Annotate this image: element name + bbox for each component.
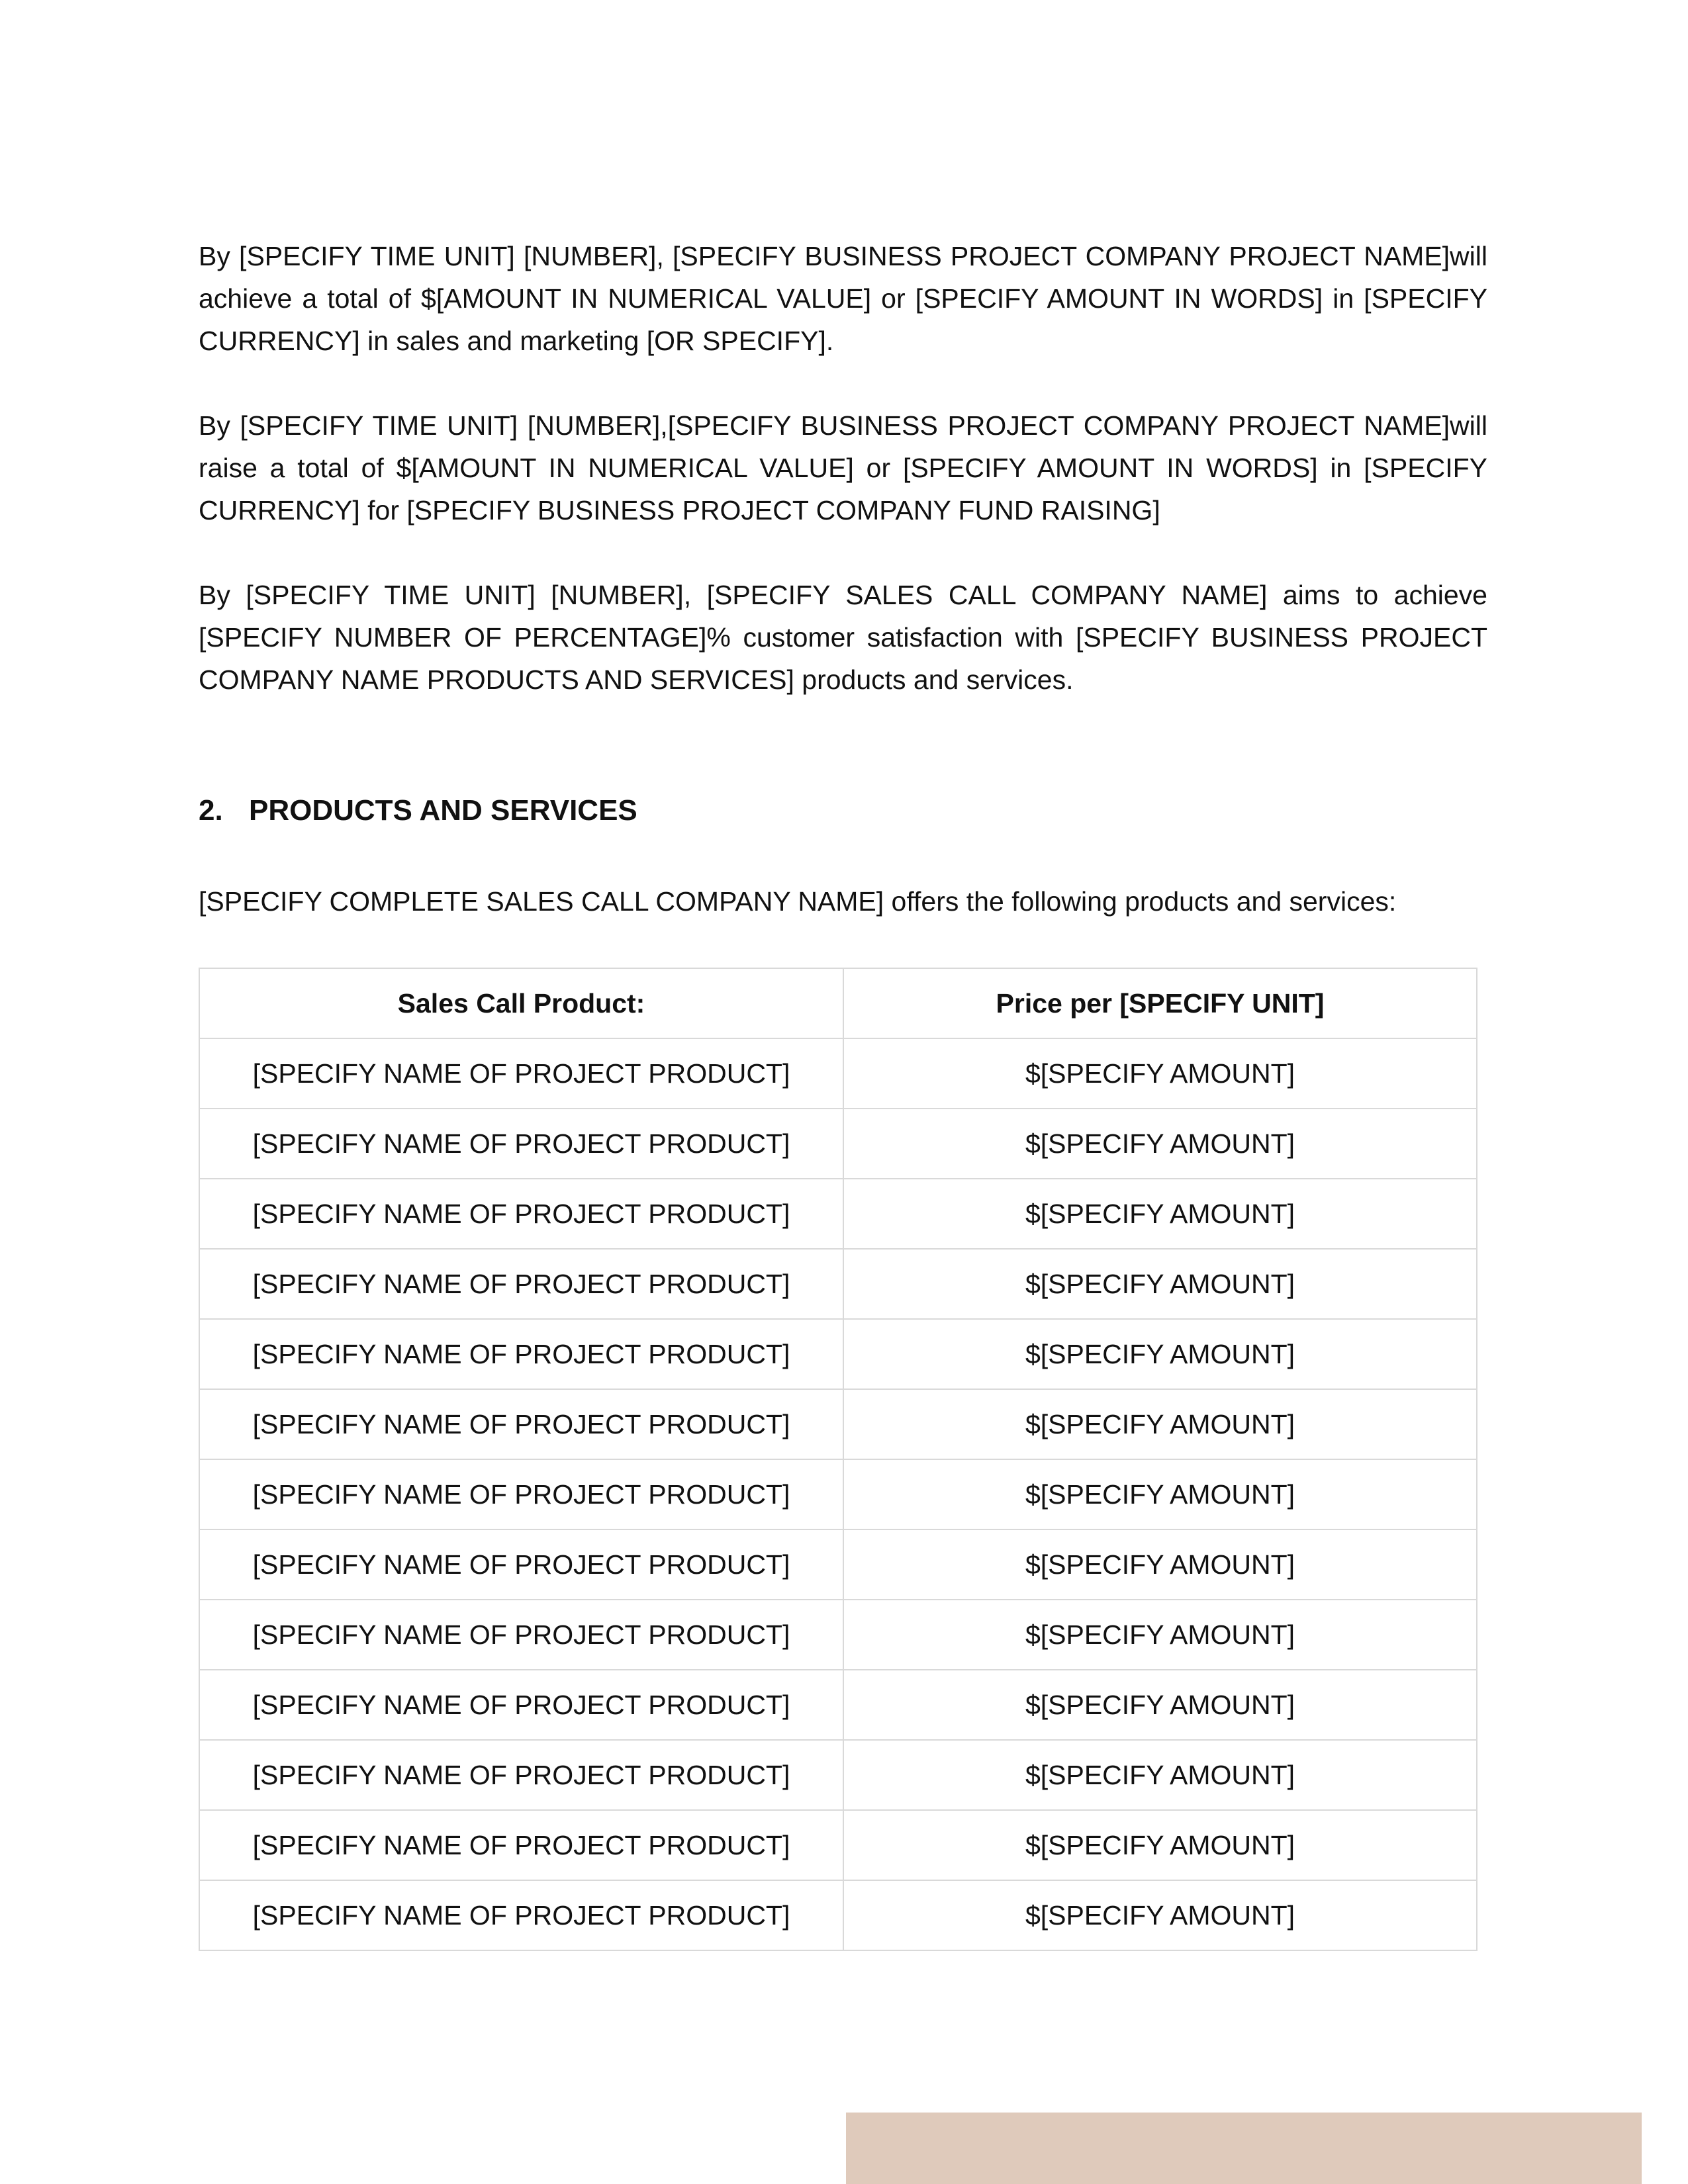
price-cell: $[SPECIFY AMOUNT]: [843, 1179, 1477, 1249]
table-row: [199, 1880, 1477, 1950]
price-cell: $[SPECIFY AMOUNT]: [843, 1109, 1477, 1179]
section-title: PRODUCTS AND SERVICES: [249, 794, 637, 827]
table-row: [199, 1038, 1477, 1109]
table-row: [199, 1459, 1477, 1529]
section-heading: [199, 794, 637, 827]
product-name-cell: [SPECIFY NAME OF PROJECT PRODUCT]: [199, 1249, 843, 1319]
product-name-cell: [SPECIFY NAME OF PROJECT PRODUCT]: [199, 1880, 843, 1950]
product-name-cell: [SPECIFY NAME OF PROJECT PRODUCT]: [199, 1319, 843, 1389]
table-row: [199, 1249, 1477, 1319]
table-row: [199, 1179, 1477, 1249]
price-cell: $[SPECIFY AMOUNT]: [843, 1319, 1477, 1389]
goal-paragraph-satisfaction: By [SPECIFY TIME UNIT] [NUMBER], [SPECIFY SALES CALL COMPANY NAME] aims to achieve [SPECIFY NUMBER OF PERCENTAGE]% customer satisfaction with [SPECIFY BUSINESS PROJECT COMPANY NAME PRODUCTS AND SERVICES] products and services.: [199, 580, 1487, 695]
product-name-cell: [SPECIFY NAME OF PROJECT PRODUCT]: [199, 1038, 843, 1109]
section-number: 2.: [199, 794, 223, 827]
price-cell: $[SPECIFY AMOUNT]: [843, 1249, 1477, 1319]
product-name-cell: [SPECIFY NAME OF PROJECT PRODUCT]: [199, 1179, 843, 1249]
product-name-cell: [SPECIFY NAME OF PROJECT PRODUCT]: [199, 1810, 843, 1880]
product-name-cell: [SPECIFY NAME OF PROJECT PRODUCT]: [199, 1670, 843, 1740]
product-name-cell: [SPECIFY NAME OF PROJECT PRODUCT]: [199, 1529, 843, 1600]
product-name-cell: [SPECIFY NAME OF PROJECT PRODUCT]: [199, 1740, 843, 1810]
table-row: [199, 1740, 1477, 1810]
header-product: Sales Call Product:: [199, 968, 843, 1038]
price-cell: $[SPECIFY AMOUNT]: [843, 1459, 1477, 1529]
price-cell: $[SPECIFY AMOUNT]: [843, 1389, 1477, 1459]
goals-section: [199, 235, 1487, 701]
price-cell: $[SPECIFY AMOUNT]: [843, 1038, 1477, 1109]
goal-paragraph-fundraising: By [SPECIFY TIME UNIT] [NUMBER],[SPECIFY BUSINESS PROJECT COMPANY PROJECT NAME]will raise a total of $[AMOUNT IN NUMERICAL VALUE] or [SPECIFY AMOUNT IN WORDS] in [SPECIFY CURRENCY] for [SPECIFY BUSINESS PROJECT COMPANY FUND RAISING]: [199, 410, 1487, 525]
price-cell: $[SPECIFY AMOUNT]: [843, 1740, 1477, 1810]
price-cell: $[SPECIFY AMOUNT]: [843, 1670, 1477, 1740]
table-row: [199, 1670, 1477, 1740]
section-intro: [SPECIFY COMPLETE SALES CALL COMPANY NAME] offers the following products and services:: [199, 886, 1397, 917]
price-cell: $[SPECIFY AMOUNT]: [843, 1810, 1477, 1880]
price-cell: $[SPECIFY AMOUNT]: [843, 1529, 1477, 1600]
header-price: Price per [SPECIFY UNIT]: [843, 968, 1477, 1038]
product-name-cell: [SPECIFY NAME OF PROJECT PRODUCT]: [199, 1600, 843, 1670]
product-name-cell: [SPECIFY NAME OF PROJECT PRODUCT]: [199, 1389, 843, 1459]
footer-decorative-bar: [846, 2113, 1642, 2184]
table-body: [199, 1038, 1477, 1950]
product-name-cell: [SPECIFY NAME OF PROJECT PRODUCT]: [199, 1109, 843, 1179]
table-row: [199, 1389, 1477, 1459]
table-row: [199, 1810, 1477, 1880]
table-row: [199, 1529, 1477, 1600]
price-cell: $[SPECIFY AMOUNT]: [843, 1600, 1477, 1670]
product-name-cell: [SPECIFY NAME OF PROJECT PRODUCT]: [199, 1459, 843, 1529]
products-table: [199, 968, 1477, 1951]
table-header-row: [199, 968, 1477, 1038]
goal-paragraph-sales: By [SPECIFY TIME UNIT] [NUMBER], [SPECIFY BUSINESS PROJECT COMPANY PROJECT NAME]will achieve a total of $[AMOUNT IN NUMERICAL VALUE] or [SPECIFY AMOUNT IN WORDS] in [SPECIFY CURRENCY] in sales and marketing [OR SPECIFY].: [199, 241, 1487, 356]
price-cell: $[SPECIFY AMOUNT]: [843, 1880, 1477, 1950]
table-row: [199, 1600, 1477, 1670]
table-row: [199, 1319, 1477, 1389]
table-row: [199, 1109, 1477, 1179]
